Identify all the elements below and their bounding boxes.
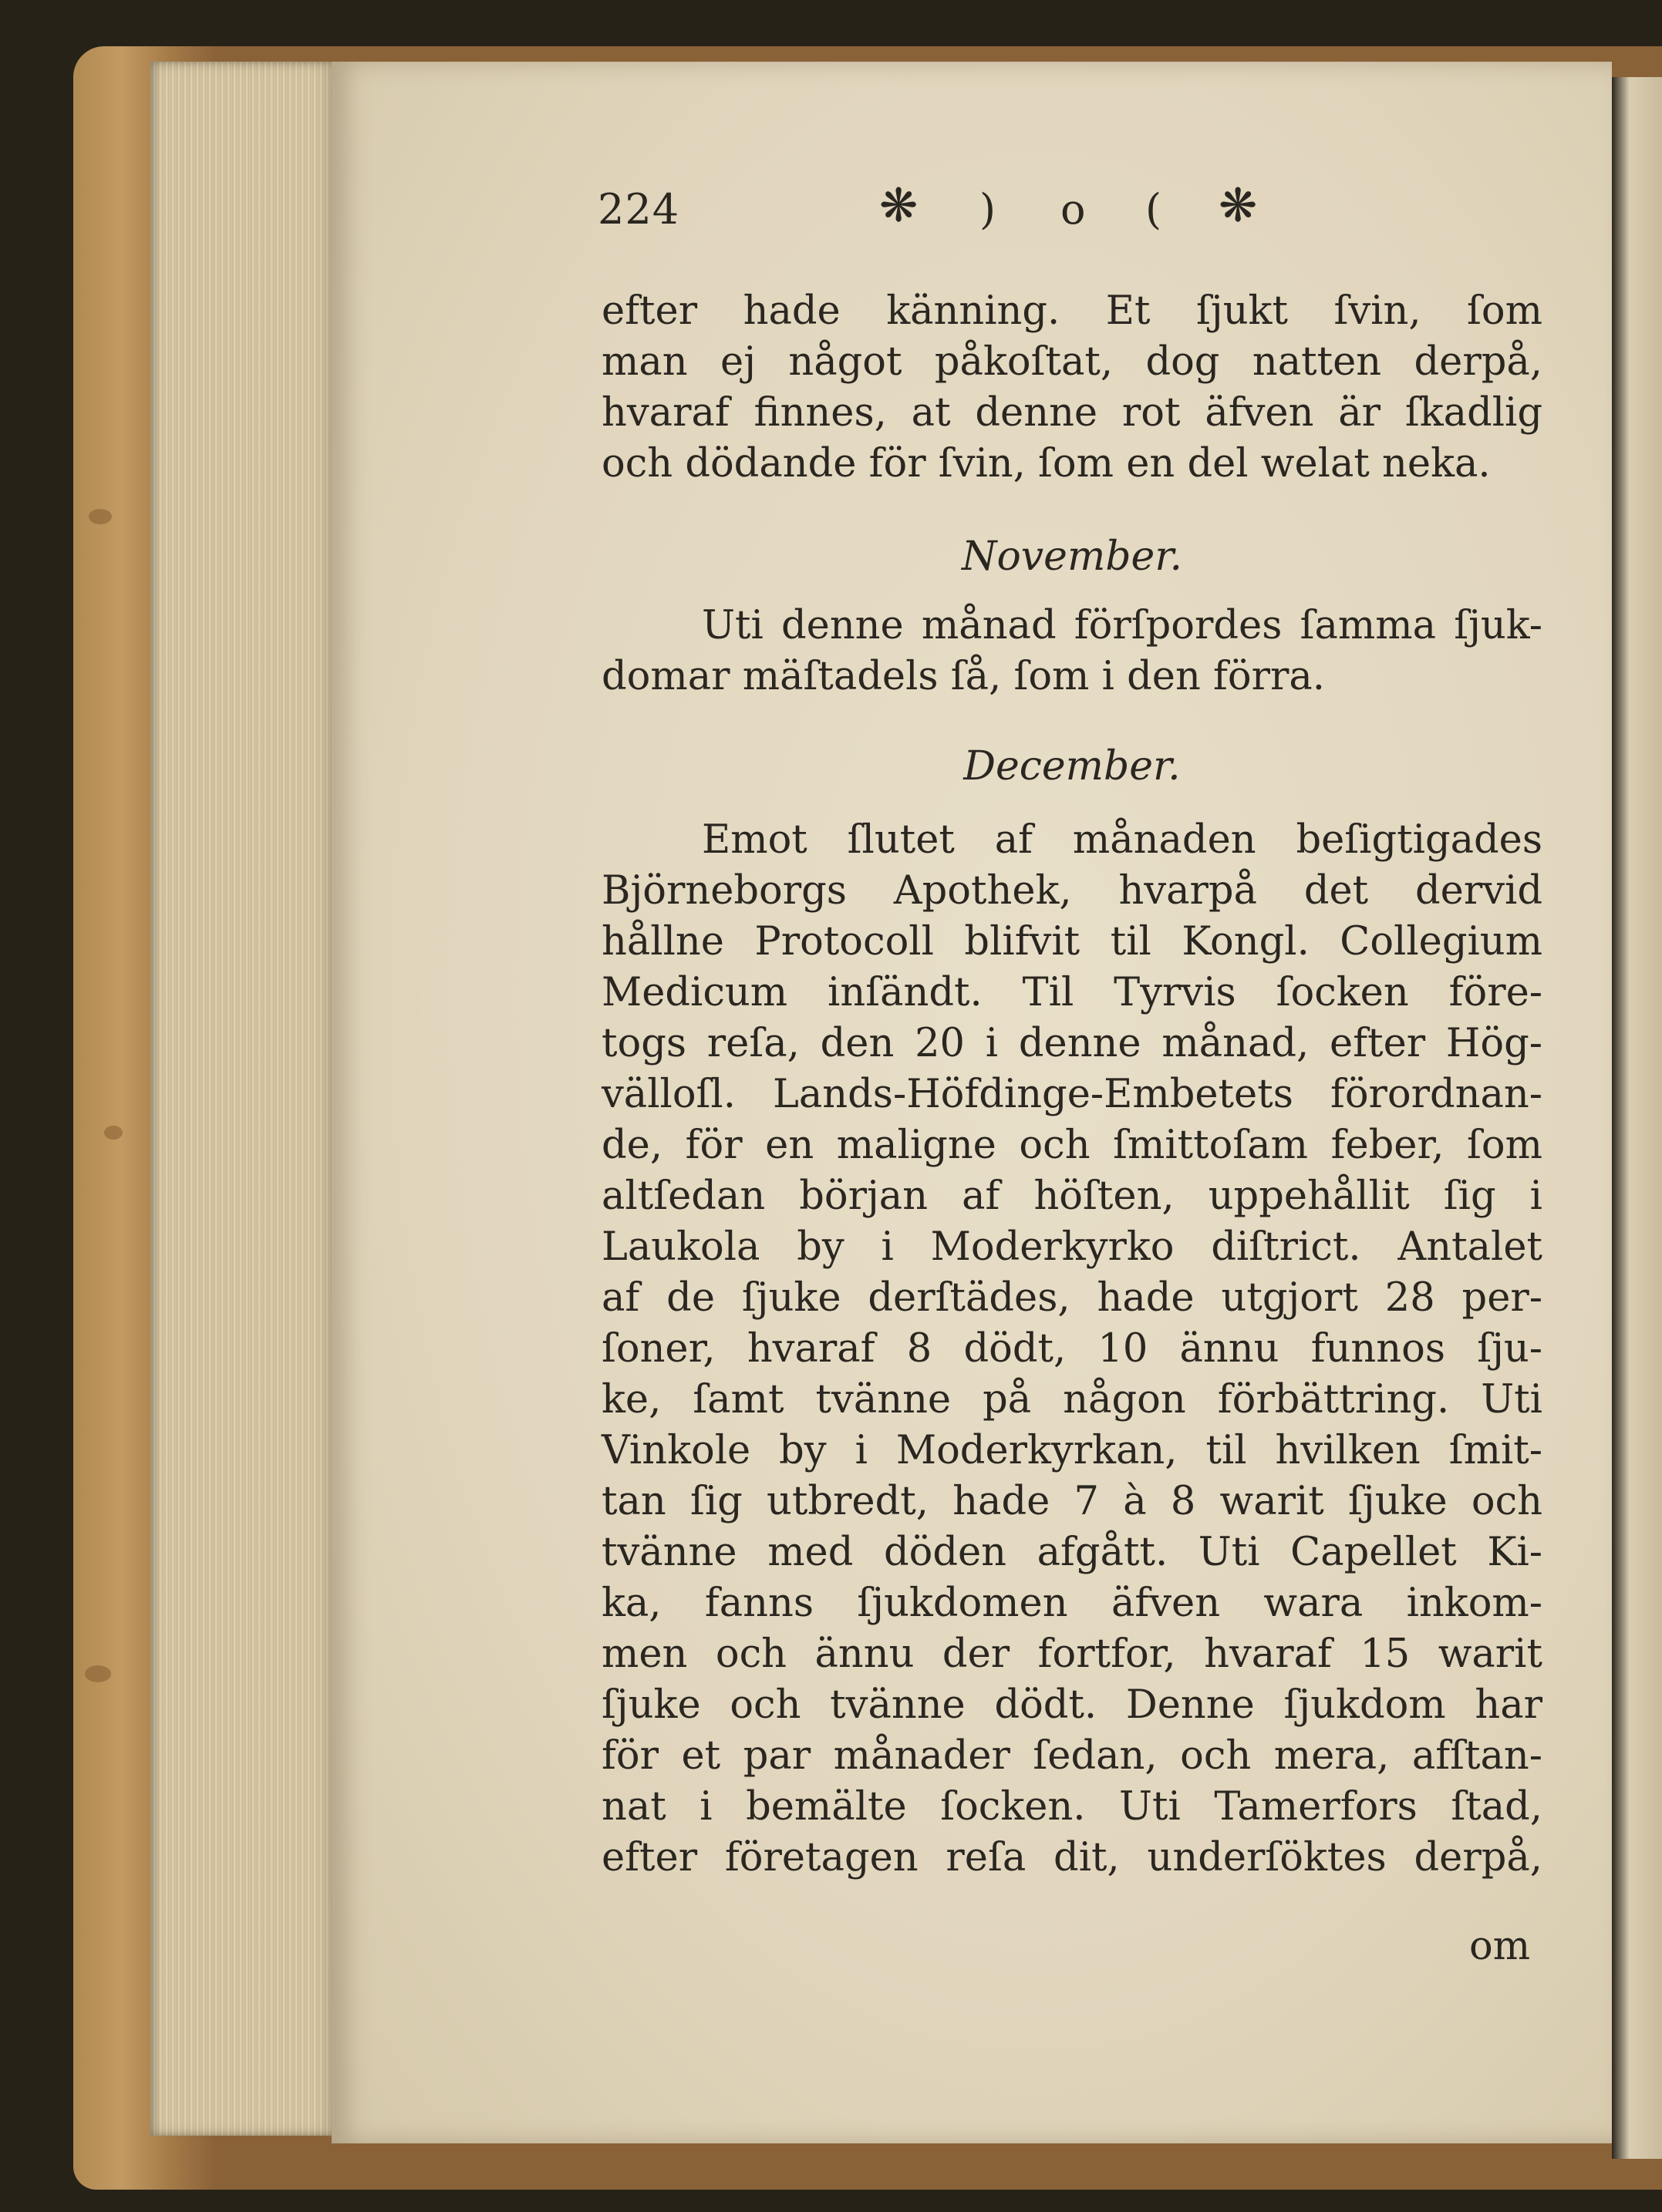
header-circle: o (1060, 185, 1086, 234)
text-line: välloſl. Lands-Höfdinge-Embetets förordnan- (602, 1072, 1542, 1117)
ornament-icon: ❋ (879, 179, 919, 233)
text-line: Björneborgs Apothek, hvarpå det dervid (602, 868, 1542, 914)
facing-page-edge (1612, 77, 1662, 2159)
cover-stain (89, 509, 112, 524)
text-line: ke, ſamt tvänne på någon förbättring. Uti (602, 1377, 1542, 1422)
text-line: hållne Protocoll blifvit til Kongl. Collegium (602, 919, 1542, 965)
text-line: hvaraf finnes, at denne rot äfven är ſkadlig (602, 390, 1542, 436)
header-paren: ( (1145, 185, 1162, 234)
text-line: efter företagen reſa dit, underſöktes derpå, (602, 1835, 1542, 1880)
text-line: de, för en maligne och ſmittoſam feber, ſom (602, 1123, 1542, 1168)
page-block-edge (150, 62, 335, 2136)
ornament-icon: ❋ (1219, 179, 1258, 233)
text-line: togs reſa, den 20 i denne månad, efter Hög- (602, 1021, 1542, 1066)
section-heading-november: November. (962, 534, 1182, 580)
text-line: ſoner, hvaraf 8 dödt, 10 ännu funnos ſju- (602, 1326, 1542, 1372)
text-line: Emot ſlutet af månaden beſigtigades (702, 817, 1542, 863)
text-line: nat i bemälte ſocken. Uti Tamerfors ſtad, (602, 1784, 1542, 1830)
text-line: Uti denne månad förſpordes ſamma ſjuk- (702, 603, 1542, 648)
text-line: och dödande för ſvin, ſom en del welat neka. (602, 441, 1491, 487)
running-head (598, 179, 1292, 241)
catchword: om (1469, 1924, 1531, 1969)
header-paren: ) (979, 185, 996, 234)
page-number: 224 (598, 185, 680, 234)
text-line: man ej något påkoſtat, dog natten derpå, (602, 339, 1542, 385)
text-line: ka, fanns ſjukdomen äfven wara inkom- (602, 1581, 1542, 1626)
text-line: Vinkole by i Moderkyrkan, til hvilken ſmit- (602, 1428, 1542, 1473)
text-line: Laukola by i Moderkyrko diſtrict. Antalet (602, 1224, 1542, 1270)
section-heading-december: December. (963, 743, 1181, 790)
text-line: altſedan början af höſten, uppehållit ſig i (602, 1173, 1542, 1219)
text-line: men och ännu der fortfor, hvaraf 15 warit (602, 1631, 1542, 1677)
text-line: tan ſig utbredt, hade 7 à 8 warit ſjuke och (602, 1479, 1542, 1524)
text-line: Medicum inſändt. Til Tyrvis ſocken före- (602, 970, 1542, 1015)
text-line: tvänne med döden afgått. Uti Capellet Ki- (602, 1530, 1542, 1575)
cover-stain (104, 1126, 123, 1140)
text-line: domar mäſtadels ſå, ſom i den förra. (602, 654, 1325, 699)
text-line: för et par månader ſedan, och mera, afſtan- (602, 1733, 1542, 1779)
text-line: ſjuke och tvänne dödt. Denne ſjukdom har (602, 1682, 1542, 1728)
text-line: af de ſjuke derſtädes, hade utgjort 28 per- (602, 1275, 1542, 1321)
cover-stain (85, 1665, 111, 1682)
text-line: efter hade känning. Et ſjukt ſvin, ſom (602, 288, 1542, 334)
